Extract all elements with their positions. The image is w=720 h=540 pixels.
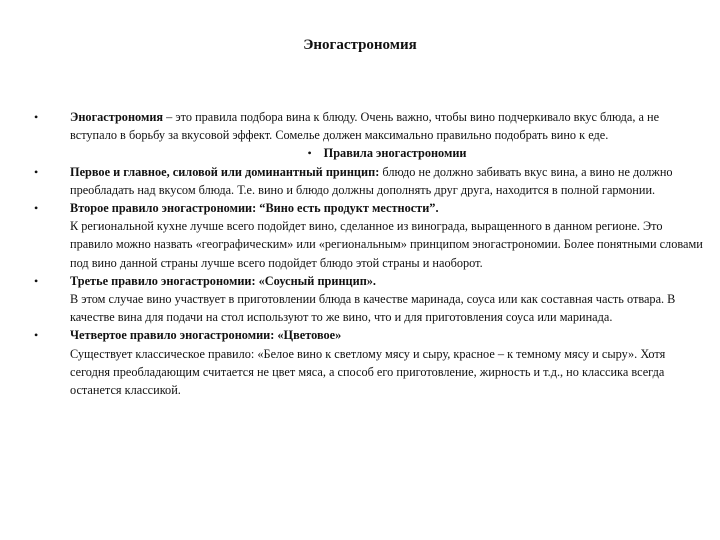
rules-heading xyxy=(34,144,704,162)
rule-item-4 xyxy=(34,326,704,399)
rule-3-text: В этом случае вино участвует в приготовлении блюда в качестве маринада, соуса или как составная часть отвара. В качестве вина для подачи на стол используют то же вино, что и для приготовления соуса или маринада. xyxy=(70,292,676,325)
rule-3-title: Третье правило эногастрономии: «Соусный принцип». xyxy=(70,273,377,288)
rule-1-title: Первое и главное, силовой или доминантный принцип: xyxy=(70,164,380,179)
rule-item-1 xyxy=(34,163,704,199)
bullet-icon: • xyxy=(34,328,39,343)
bullet-icon: • xyxy=(34,201,39,216)
rules-heading-text: Правила эногастрономии xyxy=(323,146,467,161)
rule-2-text: К региональной кухне лучше всего подойдет вино, сделанное из винограда, выращенного в данном регионе. Это правило можно назвать «географическим» или «региональным» принципом эногастрономии. Более понятными словами под вино данной страны лучше всего подойдет блюдо этой страны и наоборот. xyxy=(70,219,703,270)
slide-content xyxy=(34,108,704,399)
definition-term: Эногастрономия xyxy=(70,110,164,124)
definition-text: – это правила подбора вина к блюду. Очень важно, чтобы вино подчеркивало вкус блюда, а не вступало в борьбу за вкусовой эффект. Сомелье должен максимально правильно подобрать вино к еде. xyxy=(70,110,660,143)
rule-4-text: Существует классическое правило: «Белое вино к светлому мясу и сыру, красное – к темному мясу и сыру». Хотя сегодня преобладающим считается не цвет мяса, а способ его приготовление, жирность и т.д., но классика всегда останется классикой. xyxy=(70,346,666,398)
bullet-icon: • xyxy=(307,146,312,161)
slide-title: Эногастрономия xyxy=(303,37,417,53)
rule-4-title: Четвертое правило эногастрономии: «Цветовое» xyxy=(70,328,342,343)
rule-1-text: блюдо не должно забивать вкус вина, а вино не должно преобладать над вкусом блюда. Т.е. вино и блюдо должны дополнять друг друга, находится в полной гармонии. xyxy=(70,164,673,197)
rule-item-2 xyxy=(34,199,704,272)
bullet-icon: • xyxy=(34,273,39,288)
definition-item xyxy=(34,108,704,144)
rule-2-title: Второе правило эногастрономии: “Вино есть продукт местности”. xyxy=(70,201,439,216)
bullet-icon: • xyxy=(34,164,39,179)
bullet-icon: • xyxy=(34,110,39,124)
rule-item-3 xyxy=(34,272,704,327)
